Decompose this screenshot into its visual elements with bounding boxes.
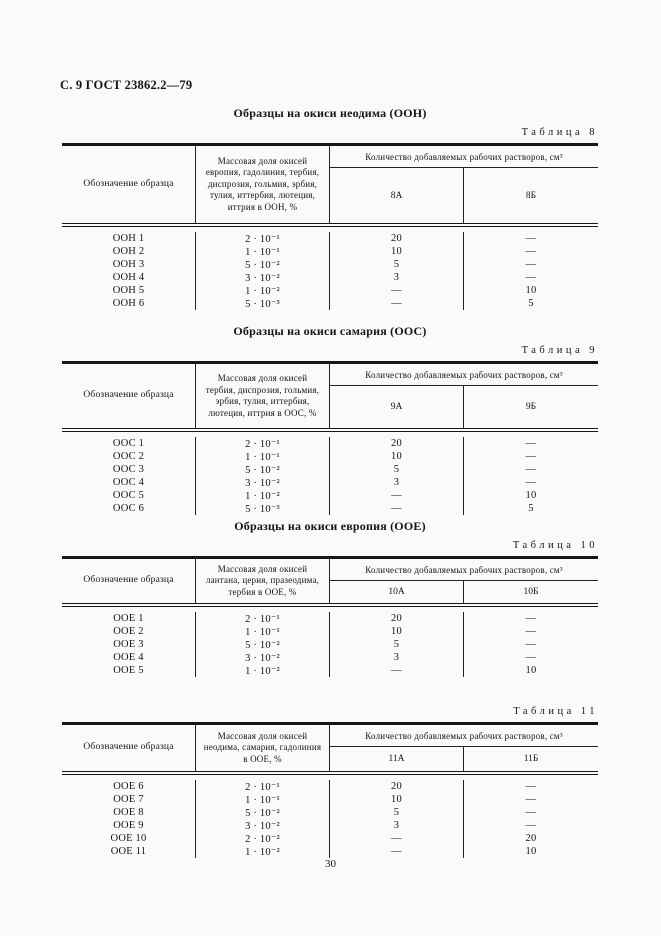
col-header-sub-a: 10А (330, 581, 464, 603)
col-header-mass-fraction: Массовая доля окисей европия, гадолиния, тербия, диспрозия, гольмия, эрбия, тулия, иттербия, лютеция, иттрия в ООН, % (196, 146, 330, 223)
table-11 (62, 722, 598, 862)
cell-solution-b: — (525, 272, 537, 283)
table-body (62, 775, 598, 862)
cell-solution-b: — (525, 781, 537, 792)
col-header-designation: Обозначение образца (62, 725, 196, 771)
table-row (62, 845, 598, 858)
cell-solution-b: — (525, 639, 537, 650)
cell-designation: ООЕ 10 (62, 832, 196, 845)
table-header (62, 364, 598, 428)
cell-solution-b: — (525, 807, 537, 818)
col-header-sub-b: 10Б (523, 587, 539, 597)
cell-solution-a: — (330, 502, 464, 515)
cell-designation: ООН 6 (62, 297, 196, 310)
cell-solution-a: 5 (330, 806, 464, 819)
page-number: 30 (325, 858, 336, 870)
col-header-mass-fraction: Массовая доля окисей лантана, церия, празеодима, тербия в ООЕ, % (196, 559, 330, 603)
col-header-designation: Обозначение образца (62, 146, 196, 223)
cell-designation: ООЕ 2 (62, 625, 196, 638)
table-label: Таблица 8 (521, 127, 598, 138)
table-header (62, 146, 598, 223)
cell-designation: ООН 5 (62, 284, 196, 297)
table-header (62, 559, 598, 603)
cell-designation: ООЕ 6 (62, 780, 196, 793)
cell-solution-a: 5 (330, 258, 464, 271)
table-row (62, 612, 598, 625)
cell-solution-a: — (330, 664, 464, 677)
cell-solution-a: — (330, 489, 464, 502)
table-row (62, 793, 598, 806)
table-body (62, 607, 598, 681)
col-header-solutions: Количество добавляемых рабочих растворов, см³ (330, 725, 598, 747)
table-9 (62, 361, 598, 519)
cell-mass-fraction: 5 · 10⁻² (196, 638, 330, 651)
cell-mass-fraction: 5 · 10⁻² (196, 258, 330, 271)
col-header-solutions: Количество добавляемых рабочих растворов, см³ (330, 559, 598, 581)
cell-mass-fraction: 1 · 10⁻¹ (196, 793, 330, 806)
cell-designation: ООН 2 (62, 245, 196, 258)
section-europium (62, 519, 598, 681)
cell-designation: ООЕ 9 (62, 819, 196, 832)
table-row (62, 651, 598, 664)
col-header-sub-b: 8Б (525, 190, 537, 201)
cell-solution-a: 10 (330, 450, 464, 463)
cell-solution-b: — (525, 820, 537, 831)
col-header-sub-b: 9Б (525, 402, 537, 412)
cell-solution-b: 5 (528, 298, 534, 309)
col-header-sub-a: 9А (330, 386, 464, 428)
table-row (62, 780, 598, 793)
cell-solution-a: 20 (330, 437, 464, 450)
col-header-designation: Обозначение образца (62, 364, 196, 428)
cell-designation: ООС 3 (62, 463, 196, 476)
section-samarium (62, 324, 598, 519)
col-header-solutions: Количество добавляемых рабочих растворов, см³ (330, 146, 598, 168)
cell-designation: ООС 4 (62, 476, 196, 489)
cell-designation: ООС 2 (62, 450, 196, 463)
table-row (62, 489, 598, 502)
cell-solution-b: — (525, 438, 537, 449)
cell-mass-fraction: 1 · 10⁻¹ (196, 625, 330, 638)
cell-solution-a: 10 (330, 793, 464, 806)
cell-solution-a: — (330, 845, 464, 858)
col-header-solutions-group (330, 146, 598, 223)
cell-designation: ООЕ 4 (62, 651, 196, 664)
cell-mass-fraction: 2 · 10⁻¹ (196, 612, 330, 625)
cell-mass-fraction: 1 · 10⁻¹ (196, 245, 330, 258)
table-8 (62, 143, 598, 314)
cell-mass-fraction: 5 · 10⁻² (196, 806, 330, 819)
table-row (62, 463, 598, 476)
section-neodymium (62, 106, 598, 314)
cell-designation: ООЕ 1 (62, 612, 196, 625)
cell-solution-a: — (330, 297, 464, 310)
cell-solution-b: — (525, 477, 537, 488)
cell-designation: ООС 5 (62, 489, 196, 502)
section-europium-continued (62, 704, 598, 862)
col-header-mass-fraction: Массовая доля окисей тербия, диспрозия, гольмия, эрбия, тулия, иттербия, лютеция, иттрия в ООС, % (196, 364, 330, 428)
cell-mass-fraction: 3 · 10⁻² (196, 819, 330, 832)
table-row (62, 502, 598, 515)
cell-mass-fraction: 5 · 10⁻³ (196, 502, 330, 515)
col-header-sub-a: 11А (330, 747, 464, 771)
table-row (62, 638, 598, 651)
col-header-sub-a: 8А (330, 168, 464, 223)
cell-solution-b: — (525, 246, 537, 257)
cell-solution-b: — (525, 451, 537, 462)
table-row (62, 437, 598, 450)
table-row (62, 819, 598, 832)
cell-designation: ООН 4 (62, 271, 196, 284)
cell-mass-fraction: 3 · 10⁻² (196, 651, 330, 664)
cell-designation: ООЕ 3 (62, 638, 196, 651)
col-header-solutions-group (330, 364, 598, 428)
cell-designation: ООН 3 (62, 258, 196, 271)
table-label: Таблица 10 (512, 540, 598, 551)
cell-solution-b: — (525, 626, 537, 637)
col-header-mass-fraction: Массовая доля окисей неодима, самария, гадолиния в ООЕ, % (196, 725, 330, 771)
cell-solution-a: 20 (330, 232, 464, 245)
cell-designation: ООС 1 (62, 437, 196, 450)
cell-solution-b: 10 (525, 846, 537, 857)
col-header-solutions: Количество добавляемых рабочих растворов, см³ (330, 364, 598, 386)
section-title: Образцы на окиси европия (ООЕ) (234, 519, 426, 533)
table-row (62, 832, 598, 845)
cell-mass-fraction: 1 · 10⁻¹ (196, 450, 330, 463)
cell-solution-a: 10 (330, 245, 464, 258)
cell-solution-b: 10 (525, 285, 537, 296)
cell-solution-b: 10 (525, 490, 537, 501)
table-body (62, 227, 598, 314)
table-row (62, 297, 598, 310)
col-header-designation: Обозначение образца (62, 559, 196, 603)
table-row (62, 450, 598, 463)
cell-solution-b: — (525, 652, 537, 663)
table-row (62, 271, 598, 284)
cell-mass-fraction: 3 · 10⁻² (196, 476, 330, 489)
table-row (62, 625, 598, 638)
cell-solution-a: 3 (330, 476, 464, 489)
cell-solution-b: 5 (528, 503, 534, 514)
cell-mass-fraction: 5 · 10⁻² (196, 463, 330, 476)
cell-mass-fraction: 2 · 10⁻² (196, 832, 330, 845)
table-10 (62, 556, 598, 681)
cell-mass-fraction: 5 · 10⁻³ (196, 297, 330, 310)
cell-designation: ООЕ 8 (62, 806, 196, 819)
cell-solution-a: 5 (330, 638, 464, 651)
cell-solution-b: — (525, 233, 537, 244)
cell-solution-a: 20 (330, 612, 464, 625)
cell-mass-fraction: 1 · 10⁻² (196, 664, 330, 677)
cell-solution-b: 20 (525, 833, 537, 844)
cell-solution-a: 10 (330, 625, 464, 638)
table-row (62, 806, 598, 819)
table-row (62, 245, 598, 258)
table-row (62, 664, 598, 677)
cell-solution-b: — (525, 464, 537, 475)
cell-solution-a: 5 (330, 463, 464, 476)
table-row (62, 258, 598, 271)
cell-designation: ООН 1 (62, 232, 196, 245)
cell-solution-b: — (525, 259, 537, 270)
page-header: С. 9 ГОСТ 23862.2—79 (60, 78, 193, 92)
col-header-sub-b: 11Б (523, 754, 539, 764)
cell-mass-fraction: 2 · 10⁻¹ (196, 437, 330, 450)
cell-solution-a: 3 (330, 819, 464, 832)
cell-solution-b: — (525, 794, 537, 805)
cell-mass-fraction: 1 · 10⁻² (196, 845, 330, 858)
section-title: Образцы на окиси самария (ООС) (233, 324, 427, 338)
table-row (62, 284, 598, 297)
cell-designation: ООЕ 5 (62, 664, 196, 677)
cell-mass-fraction: 3 · 10⁻² (196, 271, 330, 284)
table-label: Таблица 9 (521, 345, 598, 356)
cell-designation: ООЕ 11 (62, 845, 196, 858)
cell-mass-fraction: 1 · 10⁻² (196, 284, 330, 297)
cell-designation: ООЕ 7 (62, 793, 196, 806)
cell-solution-a: 3 (330, 271, 464, 284)
table-body (62, 432, 598, 519)
cell-mass-fraction: 2 · 10⁻¹ (196, 780, 330, 793)
cell-solution-a: — (330, 284, 464, 297)
cell-solution-b: — (525, 613, 537, 624)
col-header-solutions-group (330, 559, 598, 603)
cell-solution-a: — (330, 832, 464, 845)
section-title: Образцы на окиси неодима (ООН) (233, 106, 427, 120)
table-row (62, 232, 598, 245)
cell-mass-fraction: 2 · 10⁻¹ (196, 232, 330, 245)
table-row (62, 476, 598, 489)
cell-designation: ООС 6 (62, 502, 196, 515)
cell-mass-fraction: 1 · 10⁻² (196, 489, 330, 502)
cell-solution-a: 20 (330, 780, 464, 793)
cell-solution-a: 3 (330, 651, 464, 664)
col-header-solutions-group (330, 725, 598, 771)
cell-solution-b: 10 (525, 665, 537, 676)
table-header (62, 725, 598, 771)
table-label: Таблица 11 (513, 706, 598, 717)
